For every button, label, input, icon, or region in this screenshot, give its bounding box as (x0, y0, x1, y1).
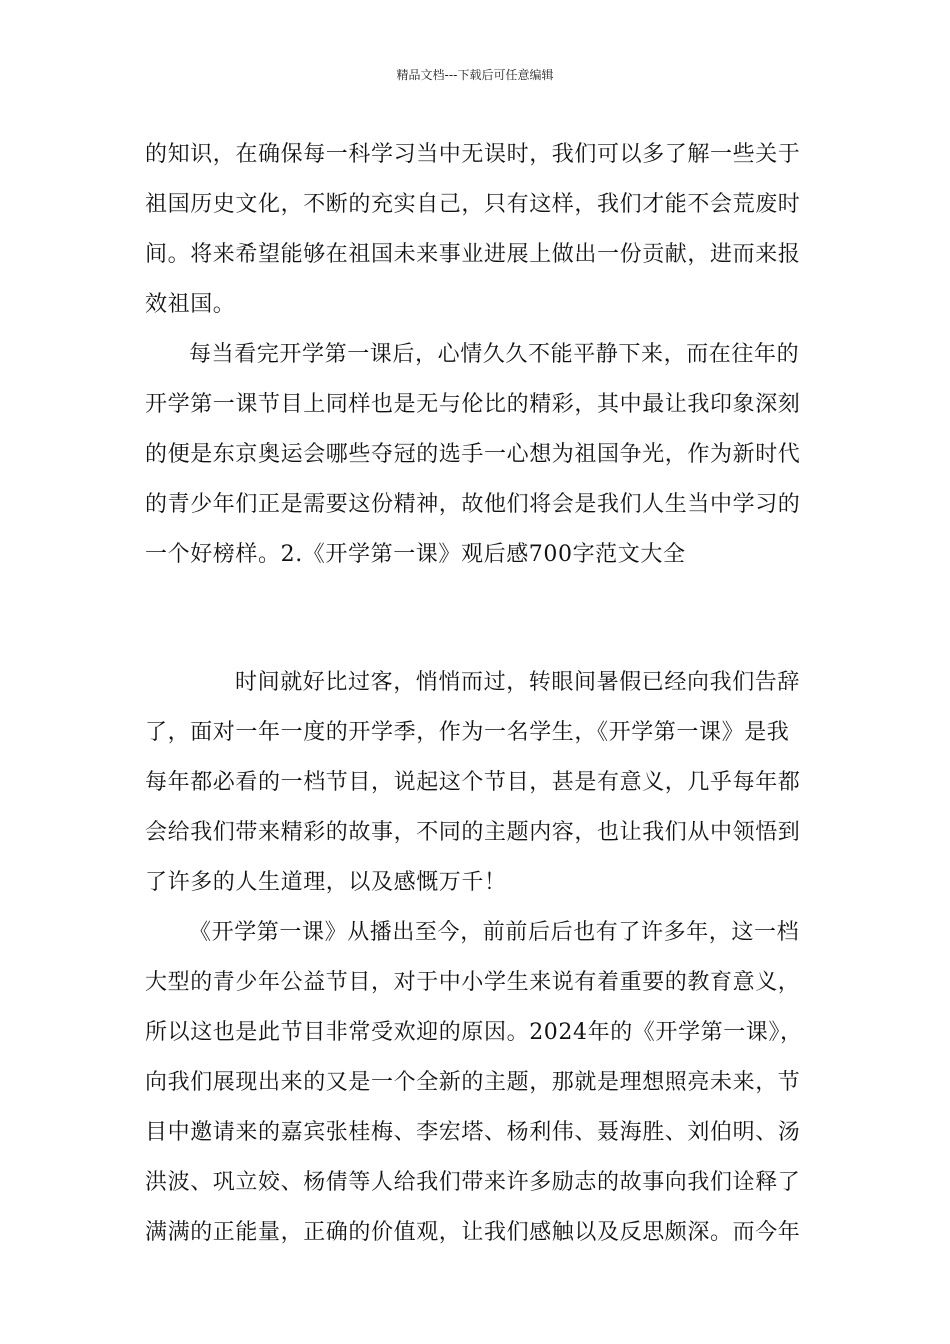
text-line: 的知识，在确保每一科学习当中无误时，我们可以多了解一些关于 (145, 142, 801, 167)
text-line: 一个好榜样。2.《开学第一课》观后感700字范文大全 (145, 542, 686, 567)
text-line: 了，面对一年一度的开学季，作为一名学生，《开学第一课》是我 (145, 720, 790, 745)
text-line: 满满的正能量，正确的价值观，让我们感触以及反思颇深。而今年 (145, 1220, 801, 1245)
paragraph-4 (145, 908, 810, 1258)
document-body (145, 130, 810, 1258)
text-line: 时间就好比过客，悄悄而过，转眼间暑假已经向我们告辞 (235, 670, 801, 695)
text-line: 了许多的人生道理，以及感慨万千！ (145, 870, 507, 895)
page-header: 精品文档---下载后可任意编辑 (396, 68, 554, 82)
text-line: 的便是东京奥运会哪些夺冠的选手一心想为祖国争光，作为新时代 (145, 442, 801, 467)
paragraph-gap (145, 580, 810, 658)
text-line: 间。将来希望能够在祖国未来事业进展上做出一份贡献，进而来报 (145, 242, 801, 267)
text-line: 的青少年们正是需要这份精神，故他们将会是我们人生当中学习的 (145, 492, 801, 517)
text-line: 《开学第一课》从播出至今，前前后后也有了许多年，这一档 (189, 920, 800, 945)
text-line: 洪波、巩立姣、杨倩等人给我们带来许多励志的故事向我们诠释了 (145, 1170, 801, 1195)
text-line: 每当看完开学第一课后，心情久久不能平静下来，而在往年的 (189, 342, 800, 367)
text-line: 每年都必看的一档节目，说起这个节目，甚是有意义，几乎每年都 (145, 770, 801, 795)
text-line: 向我们展现出来的又是一个全新的主题，那就是理想照亮未来，节 (145, 1070, 801, 1095)
text-line: 会给我们带来精彩的故事，不同的主题内容，也让我们从中领悟到 (145, 820, 801, 845)
text-line: 大型的青少年公益节目，对于中小学生来说有着重要的教育意义， (145, 970, 801, 995)
text-line: 祖国历史文化，不断的充实自己，只有这样，我们才能不会荒废时 (145, 192, 801, 217)
paragraph-3 (145, 658, 810, 908)
paragraph-1 (145, 130, 810, 330)
text-line: 开学第一课节目上同样也是无与伦比的精彩，其中最让我印象深刻 (145, 392, 801, 417)
text-line: 目中邀请来的嘉宾张桂梅、李宏塔、杨利伟、聂海胜、刘伯明、汤 (145, 1120, 801, 1145)
paragraph-2 (145, 330, 810, 580)
text-line: 效祖国。 (145, 292, 236, 317)
text-line: 所以这也是此节目非常受欢迎的原因。2024年的《开学第一课》， (145, 1020, 803, 1045)
